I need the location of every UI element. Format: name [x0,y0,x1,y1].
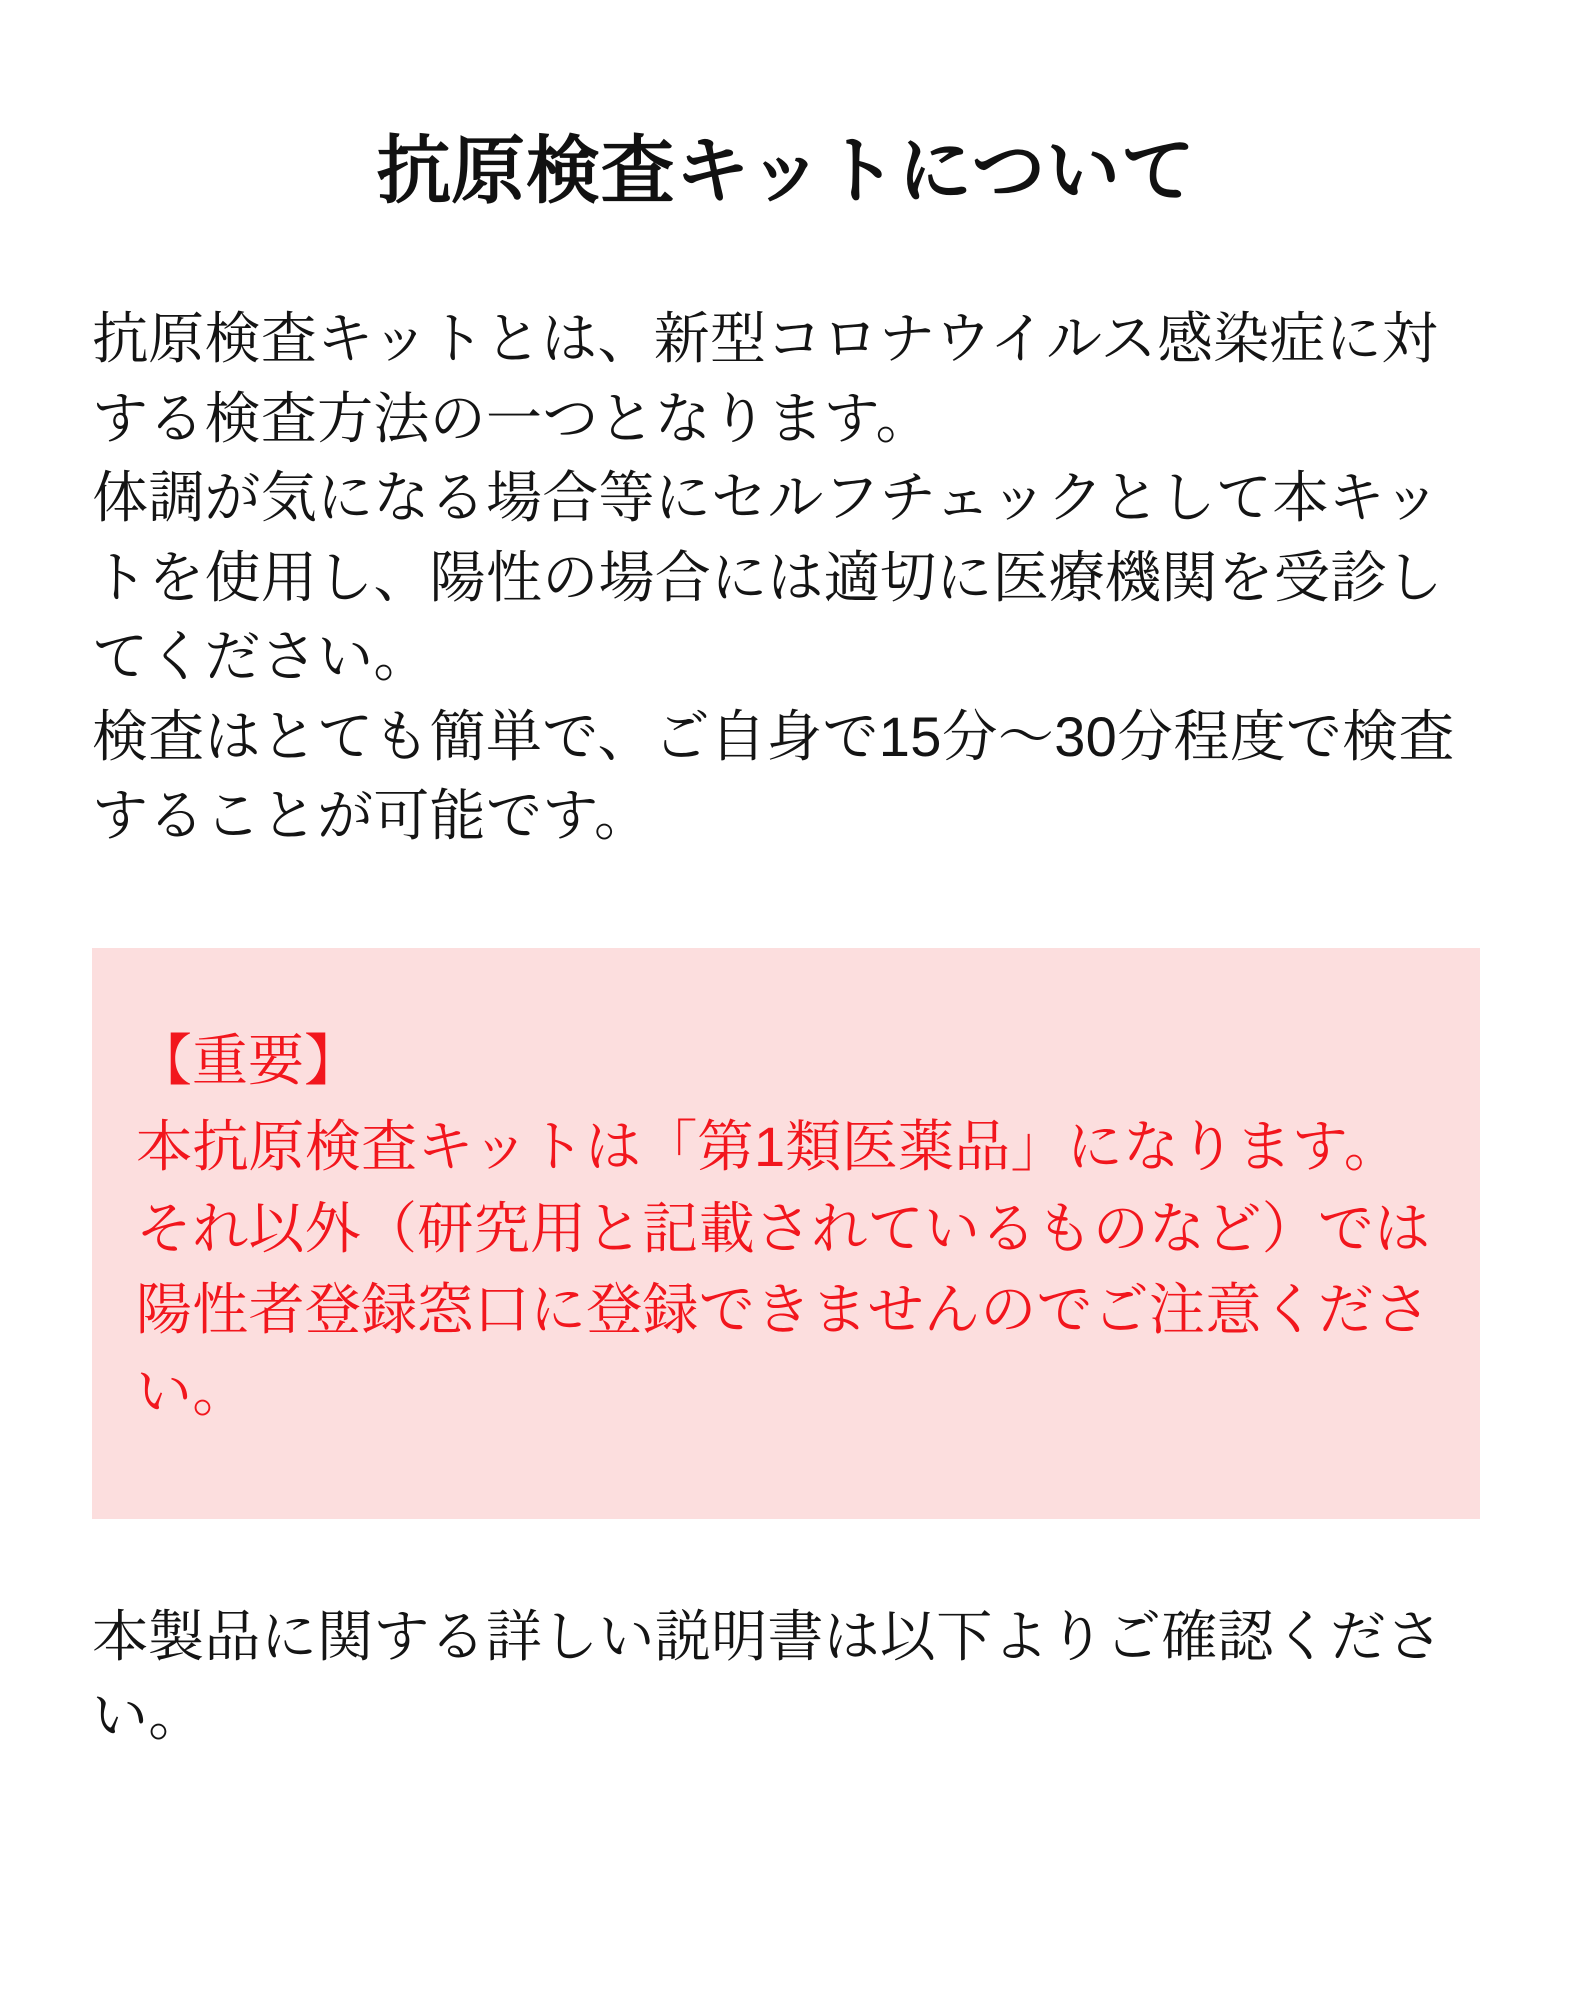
intro-paragraph-3: 検査はとても簡単で、ご自身で15分〜30分程度で検査することが可能です。 [92,704,1455,848]
intro-section [0,211,1572,856]
notice-paragraph-2: それ以外（研究用と記載されているものなど）では陽性者登録窓口に登録できませんのでご注意ください。 [136,1196,1431,1423]
notice-heading: 【重要】 [136,1029,360,1092]
important-notice-box [92,948,1480,1519]
notice-paragraph-1: 本抗原検査キットは「第1類医薬品」になります。 [136,1114,1400,1178]
intro-paragraph-1: 抗原検査キットとは、新型コロナウイルス感染症に対する検査方法の一つとなります。 [92,307,1439,450]
footer-paragraph-1: 本製品に関する詳しい説明書は以下よりご確認ください。 [92,1604,1443,1748]
page-title: 抗原検査キットについて [376,129,1196,212]
intro-paragraph-2: 体調が気になる場合等にセルフチェックとして本キットを使用し、陽性の場合には適切に医療機関を受診してください。 [92,466,1443,689]
footer-section [0,1519,1572,1756]
